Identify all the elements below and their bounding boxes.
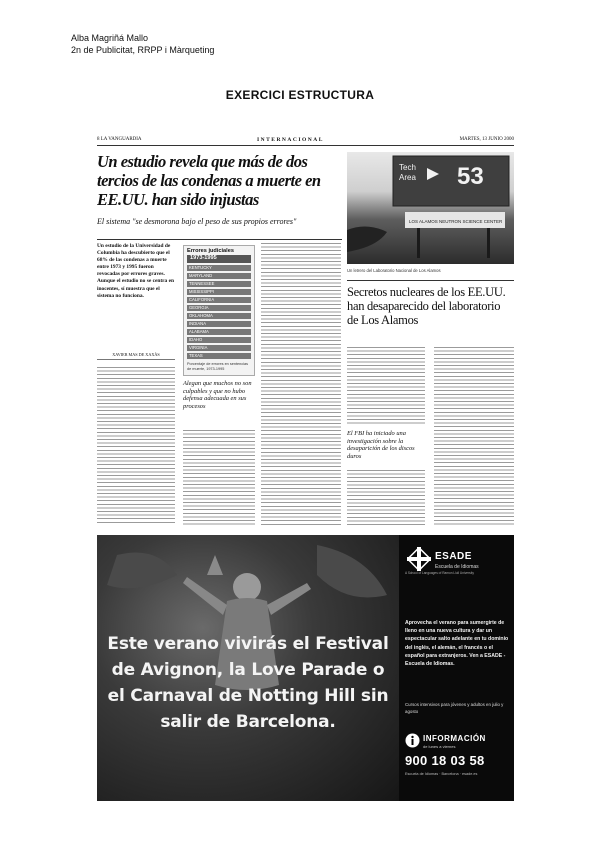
pull-quote-left: Alegan que muchos no son culpables y que no hubo defensa adecuada en sus procesos bbox=[183, 380, 252, 410]
info-address: Escuela de Idiomas · Barcelona · esade.es bbox=[405, 772, 478, 776]
ad-bullets: Cursos intensivos para jóvenes y adultos en julio y agosto bbox=[405, 702, 504, 714]
esade-advertisement bbox=[97, 535, 514, 801]
table-row: INDIANA bbox=[187, 321, 251, 327]
sign-photo-illustration bbox=[347, 152, 514, 264]
article-column-3 bbox=[261, 243, 341, 525]
headline-rule bbox=[97, 239, 342, 240]
article-column-4 bbox=[347, 347, 425, 425]
table-row: KENTUCKY bbox=[187, 265, 251, 271]
table-row: OKLAHOMA bbox=[187, 313, 251, 319]
los-alamos-photo bbox=[347, 152, 514, 264]
caption-rule bbox=[347, 280, 514, 281]
newspaper-section: INTERNACIONAL bbox=[257, 137, 324, 143]
esade-tagline: A School of Languages of Ramon Llull University bbox=[405, 571, 474, 575]
table-row: GEORGIA bbox=[187, 305, 251, 311]
ad-headline: Este verano vivirás el Festival de Avignon, la Love Parade o el Carnaval de Notting Hill sin salir de Barcelona. bbox=[107, 634, 389, 732]
newspaper-clipping bbox=[97, 135, 514, 527]
page-title: EXERCICI ESTRUCTURA bbox=[225, 88, 375, 102]
byline: XAVIER MAS DE XAXÀS bbox=[97, 352, 175, 360]
table-row: MISSISSIPPI bbox=[187, 289, 251, 295]
author-name: Alba Magriñá Mallo bbox=[71, 33, 149, 43]
sign-text-line1: Tech bbox=[399, 163, 416, 172]
table-row: TENNESSEE bbox=[187, 281, 251, 287]
info-icon bbox=[405, 733, 420, 748]
table-row: MARYLAND bbox=[187, 273, 251, 279]
esade-logo-icon bbox=[407, 547, 431, 571]
newspaper-header-bar bbox=[97, 135, 514, 146]
article-column-2 bbox=[183, 430, 255, 525]
newspaper-page-label: 8 LA VANGUARDIA bbox=[97, 137, 142, 142]
table-title: Errores judiciales bbox=[187, 248, 234, 254]
secondary-headline: Secretos nucleares de los EE.UU. han desaparecido del laboratorio de Los Alamos bbox=[347, 285, 506, 327]
esade-school-name: Escuela de Idiomas bbox=[435, 564, 479, 570]
sign-number: 53 bbox=[457, 163, 484, 190]
subheadline: El sistema "se desmorona bajo el peso de sus propios errores" bbox=[97, 217, 297, 226]
sign-text-line3: LOS ALAMOS NEUTRON SCIENCE CENTER bbox=[409, 219, 503, 224]
photo-caption: Un letrero del Laboratorio Nacional de Los Alamos bbox=[347, 268, 441, 273]
table-row: IDAHO bbox=[187, 337, 251, 343]
ad-body-text: Aprovecha el verano para sumergirte de lleno en una nueva cultura y dar un espectacular salto adelante en tu dominio del inglés, el alemán, el francés o el español para extranjeros. Ven a ESADE - Escuela de Idiomas. bbox=[405, 620, 509, 668]
info-hours: de lunes a viernes bbox=[423, 744, 456, 749]
info-label: INFORMACIÓN bbox=[423, 734, 486, 743]
ad-info-panel bbox=[399, 535, 514, 801]
lead-paragraph: Un estudio de la Universidad de Columbia ha descubierto que el 68% de las condenas a muerte entre 1973 y 1995 fueron revocadas por errores graves. Aunque el estudio no se centra en inocentes, sí muestra que el sistema no funciona. bbox=[97, 243, 174, 299]
errors-table bbox=[183, 245, 255, 376]
table-years: 1973-1995 bbox=[187, 255, 251, 263]
article-column-1 bbox=[97, 367, 175, 525]
esade-brand-name: ESADE bbox=[435, 551, 472, 562]
sign-text-line2: Area bbox=[399, 173, 416, 182]
newspaper-date: MARTES, 13 JUNIO 2000 bbox=[459, 137, 514, 142]
article-column-6 bbox=[434, 347, 514, 525]
table-row: VIRGINIA bbox=[187, 345, 251, 351]
article-column-5 bbox=[347, 470, 425, 525]
course-name: 2n de Publicitat, RRPP i Màrqueting bbox=[71, 45, 215, 55]
table-note: Porcentaje de errores en sentencias de muerte, 1973-1995 bbox=[187, 362, 248, 371]
pull-quote-right: El FBI ha iniciado una investigación sobre la desaparición de los discos duros bbox=[347, 430, 415, 460]
table-row: TEXAS bbox=[187, 353, 251, 359]
main-headline: Un estudio revela que más de dos tercios de las condenas a muerte en EE.UU. han sido injustas bbox=[97, 152, 321, 209]
table-row: ALABAMA bbox=[187, 329, 251, 335]
table-row: CALIFORNIA bbox=[187, 297, 251, 303]
info-phone: 900 18 03 58 bbox=[405, 753, 485, 768]
